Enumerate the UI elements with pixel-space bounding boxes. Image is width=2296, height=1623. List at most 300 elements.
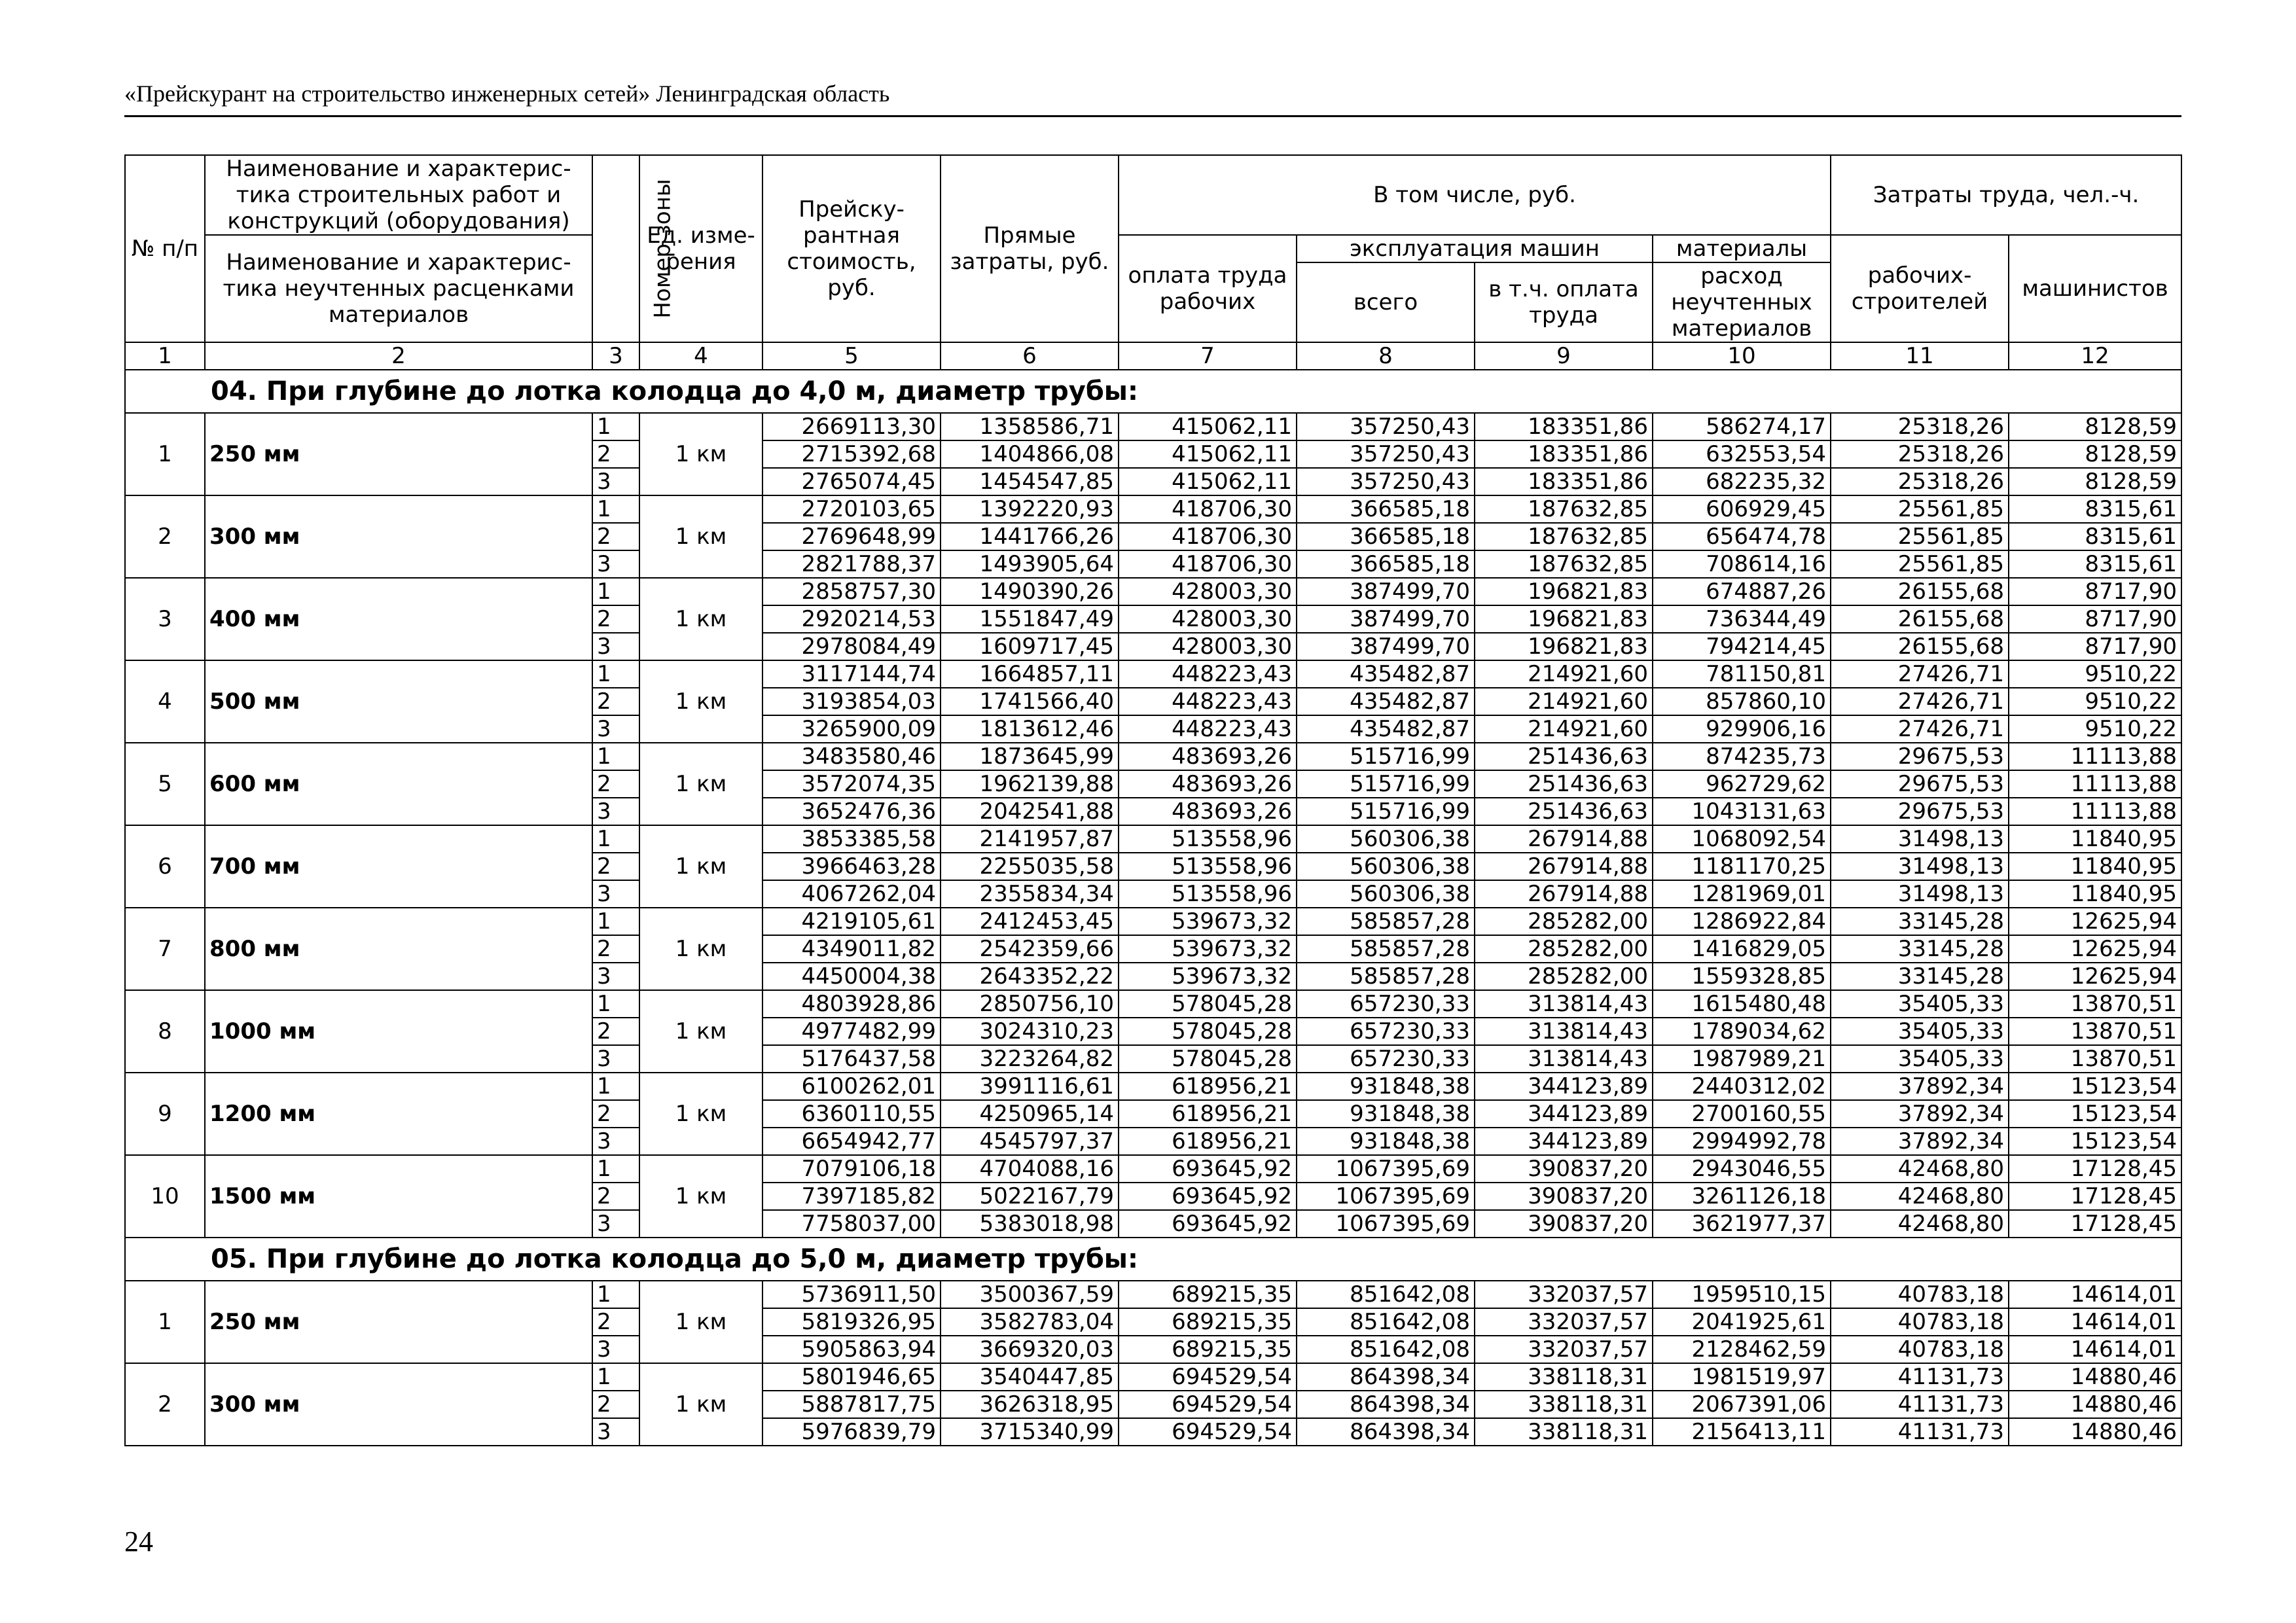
value-cell: 515716,99	[1297, 743, 1475, 770]
value-cell: 25318,26	[1831, 413, 2009, 440]
column-number: 9	[1475, 342, 1653, 370]
header-machines: эксплуатация машин	[1297, 235, 1653, 262]
unit-cell: 1 км	[639, 578, 762, 660]
value-cell: 267914,88	[1475, 880, 1653, 908]
value-cell: 196821,83	[1475, 578, 1653, 605]
value-cell: 1392220,93	[941, 495, 1119, 523]
value-cell: 313814,43	[1475, 990, 1653, 1018]
value-cell: 12625,94	[2009, 963, 2181, 990]
value-cell: 3991116,61	[941, 1073, 1119, 1100]
header-workers: рабочих-строителей	[1831, 235, 2009, 342]
zone-number: 2	[592, 1308, 639, 1336]
value-cell: 27426,71	[1831, 688, 2009, 715]
column-number: 11	[1831, 342, 2009, 370]
zone-number: 2	[592, 1183, 639, 1210]
column-number: 12	[2009, 342, 2181, 370]
value-cell: 332037,57	[1475, 1336, 1653, 1363]
value-cell: 694529,54	[1119, 1418, 1297, 1446]
zone-number: 3	[592, 468, 639, 495]
value-cell: 694529,54	[1119, 1363, 1297, 1391]
item-number: 6	[125, 825, 205, 908]
value-cell: 1664857,11	[941, 660, 1119, 688]
item-number: 4	[125, 660, 205, 743]
value-cell: 17128,45	[2009, 1183, 2181, 1210]
zone-number: 3	[592, 963, 639, 990]
value-cell: 27426,71	[1831, 715, 2009, 743]
value-cell: 267914,88	[1475, 825, 1653, 853]
item-name: 1200 мм	[205, 1073, 592, 1155]
table-row	[125, 578, 2181, 605]
zone-number: 3	[592, 880, 639, 908]
value-cell: 2067391,06	[1653, 1391, 1831, 1418]
value-cell: 448223,43	[1119, 660, 1297, 688]
value-cell: 1404866,08	[941, 440, 1119, 468]
value-cell: 9510,22	[2009, 688, 2181, 715]
value-cell: 2715392,68	[762, 440, 941, 468]
item-name: 400 мм	[205, 578, 592, 660]
value-cell: 1741566,40	[941, 688, 1119, 715]
value-cell: 560306,38	[1297, 825, 1475, 853]
value-cell: 2978084,49	[762, 633, 941, 660]
value-cell: 332037,57	[1475, 1308, 1653, 1336]
value-cell: 2943046,55	[1653, 1155, 1831, 1183]
value-cell: 40783,18	[1831, 1281, 2009, 1308]
value-cell: 4545797,37	[941, 1128, 1119, 1155]
value-cell: 415062,11	[1119, 440, 1297, 468]
value-cell: 344123,89	[1475, 1100, 1653, 1128]
value-cell: 285282,00	[1475, 963, 1653, 990]
value-cell: 3265900,09	[762, 715, 941, 743]
value-cell: 4067262,04	[762, 880, 941, 908]
value-cell: 25318,26	[1831, 440, 2009, 468]
value-cell: 2765074,45	[762, 468, 941, 495]
value-cell: 214921,60	[1475, 715, 1653, 743]
value-cell: 618956,21	[1119, 1128, 1297, 1155]
value-cell: 390837,20	[1475, 1155, 1653, 1183]
value-cell: 483693,26	[1119, 770, 1297, 798]
value-cell: 2042541,88	[941, 798, 1119, 825]
value-cell: 4250965,14	[941, 1100, 1119, 1128]
unit-cell: 1 км	[639, 1155, 762, 1238]
value-cell: 483693,26	[1119, 743, 1297, 770]
value-cell: 513558,96	[1119, 825, 1297, 853]
value-cell: 515716,99	[1297, 770, 1475, 798]
value-cell: 657230,33	[1297, 990, 1475, 1018]
page-number: 24	[124, 1525, 153, 1558]
value-cell: 1281969,01	[1653, 880, 1831, 908]
value-cell: 708614,16	[1653, 550, 1831, 578]
value-cell: 1615480,48	[1653, 990, 1831, 1018]
item-number: 9	[125, 1073, 205, 1155]
value-cell: 40783,18	[1831, 1308, 2009, 1336]
value-cell: 4450004,38	[762, 963, 941, 990]
value-cell: 13870,51	[2009, 990, 2181, 1018]
value-cell: 344123,89	[1475, 1073, 1653, 1100]
item-number: 1	[125, 1281, 205, 1363]
value-cell: 25561,85	[1831, 550, 2009, 578]
value-cell: 8315,61	[2009, 523, 2181, 550]
value-cell: 387499,70	[1297, 578, 1475, 605]
zone-number: 2	[592, 688, 639, 715]
table-row	[125, 990, 2181, 1018]
value-cell: 14880,46	[2009, 1391, 2181, 1418]
value-cell: 357250,43	[1297, 468, 1475, 495]
table-row	[125, 1281, 2181, 1308]
value-cell: 560306,38	[1297, 880, 1475, 908]
value-cell: 357250,43	[1297, 413, 1475, 440]
value-cell: 585857,28	[1297, 935, 1475, 963]
value-cell: 15123,54	[2009, 1100, 2181, 1128]
value-cell: 428003,30	[1119, 578, 1297, 605]
value-cell: 2643352,22	[941, 963, 1119, 990]
value-cell: 682235,32	[1653, 468, 1831, 495]
zone-number: 3	[592, 715, 639, 743]
value-cell: 251436,63	[1475, 770, 1653, 798]
table-body	[125, 370, 2181, 1446]
value-cell: 6360110,55	[762, 1100, 941, 1128]
value-cell: 13870,51	[2009, 1045, 2181, 1073]
value-cell: 694529,54	[1119, 1391, 1297, 1418]
value-cell: 33145,28	[1831, 963, 2009, 990]
value-cell: 33145,28	[1831, 908, 2009, 935]
value-cell: 332037,57	[1475, 1281, 1653, 1308]
zone-number: 2	[592, 523, 639, 550]
zone-number: 1	[592, 1281, 639, 1308]
value-cell: 9510,22	[2009, 660, 2181, 688]
value-cell: 4219105,61	[762, 908, 941, 935]
column-number: 2	[205, 342, 592, 370]
value-cell: 1358586,71	[941, 413, 1119, 440]
item-name: 800 мм	[205, 908, 592, 990]
value-cell: 2769648,99	[762, 523, 941, 550]
unit-cell: 1 км	[639, 1281, 762, 1363]
value-cell: 539673,32	[1119, 908, 1297, 935]
value-cell: 25561,85	[1831, 495, 2009, 523]
value-cell: 390837,20	[1475, 1210, 1653, 1238]
value-cell: 390837,20	[1475, 1183, 1653, 1210]
value-cell: 338118,31	[1475, 1391, 1653, 1418]
value-cell: 31498,13	[1831, 880, 2009, 908]
value-cell: 448223,43	[1119, 688, 1297, 715]
value-cell: 657230,33	[1297, 1045, 1475, 1073]
value-cell: 3223264,82	[941, 1045, 1119, 1073]
value-cell: 418706,30	[1119, 495, 1297, 523]
unit-cell: 1 км	[639, 413, 762, 495]
value-cell: 26155,68	[1831, 578, 2009, 605]
value-cell: 1286922,84	[1653, 908, 1831, 935]
value-cell: 8717,90	[2009, 578, 2181, 605]
value-cell: 267914,88	[1475, 853, 1653, 880]
value-cell: 4704088,16	[941, 1155, 1119, 1183]
value-cell: 17128,45	[2009, 1155, 2181, 1183]
zone-number: 1	[592, 1155, 639, 1183]
zone-number: 2	[592, 1018, 639, 1045]
value-cell: 1454547,85	[941, 468, 1119, 495]
value-cell: 1609717,45	[941, 633, 1119, 660]
value-cell: 196821,83	[1475, 633, 1653, 660]
value-cell: 1987989,21	[1653, 1045, 1831, 1073]
zone-number: 1	[592, 660, 639, 688]
value-cell: 483693,26	[1119, 798, 1297, 825]
value-cell: 857860,10	[1653, 688, 1831, 715]
value-cell: 27426,71	[1831, 660, 2009, 688]
value-cell: 448223,43	[1119, 715, 1297, 743]
table-row	[125, 495, 2181, 523]
value-cell: 13870,51	[2009, 1018, 2181, 1045]
item-number: 1	[125, 413, 205, 495]
value-cell: 5801946,65	[762, 1363, 941, 1391]
value-cell: 387499,70	[1297, 633, 1475, 660]
value-cell: 632553,54	[1653, 440, 1831, 468]
zone-number: 1	[592, 578, 639, 605]
value-cell: 415062,11	[1119, 413, 1297, 440]
value-cell: 29675,53	[1831, 798, 2009, 825]
value-cell: 7397185,82	[762, 1183, 941, 1210]
value-cell: 37892,34	[1831, 1100, 2009, 1128]
unit-cell: 1 км	[639, 1073, 762, 1155]
value-cell: 3572074,35	[762, 770, 941, 798]
zone-number: 2	[592, 935, 639, 963]
unit-cell: 1 км	[639, 743, 762, 825]
section-title: 05. При глубине до лотка колодца до 5,0 м, диаметр трубы:	[125, 1238, 2181, 1281]
price-table	[124, 154, 2182, 1446]
value-cell: 42468,80	[1831, 1183, 2009, 1210]
section-title: 04. При глубине до лотка колодца до 4,0 м, диаметр трубы:	[125, 370, 2181, 413]
value-cell: 8128,59	[2009, 468, 2181, 495]
value-cell: 285282,00	[1475, 908, 1653, 935]
value-cell: 14614,01	[2009, 1281, 2181, 1308]
value-cell: 1981519,97	[1653, 1363, 1831, 1391]
value-cell: 693645,92	[1119, 1155, 1297, 1183]
value-cell: 5383018,98	[941, 1210, 1119, 1238]
item-name: 1000 мм	[205, 990, 592, 1073]
value-cell: 5887817,75	[762, 1391, 941, 1418]
value-cell: 14614,01	[2009, 1336, 2181, 1363]
value-cell: 560306,38	[1297, 853, 1475, 880]
value-cell: 196821,83	[1475, 605, 1653, 633]
column-number: 7	[1119, 342, 1297, 370]
value-cell: 4977482,99	[762, 1018, 941, 1045]
value-cell: 435482,87	[1297, 660, 1475, 688]
section-row	[125, 370, 2181, 413]
value-cell: 2156413,11	[1653, 1418, 1831, 1446]
item-number: 8	[125, 990, 205, 1073]
header-labor-costs: Затраты труда, чел.-ч.	[1831, 155, 2181, 235]
table-row	[125, 743, 2181, 770]
value-cell: 29675,53	[1831, 743, 2009, 770]
value-cell: 1181170,25	[1653, 853, 1831, 880]
value-cell: 387499,70	[1297, 605, 1475, 633]
item-name: 300 мм	[205, 1363, 592, 1446]
value-cell: 214921,60	[1475, 688, 1653, 715]
value-cell: 689215,35	[1119, 1281, 1297, 1308]
value-cell: 736344,49	[1653, 605, 1831, 633]
value-cell: 1551847,49	[941, 605, 1119, 633]
header-unit: Ед. изме-рения	[639, 155, 762, 342]
value-cell: 5976839,79	[762, 1418, 941, 1446]
value-cell: 183351,86	[1475, 440, 1653, 468]
header-labor-pay: оплата труда рабочих	[1119, 235, 1297, 342]
value-cell: 7758037,00	[762, 1210, 941, 1238]
value-cell: 962729,62	[1653, 770, 1831, 798]
header-materials-unaccounted: расход неучтенных материалов	[1653, 262, 1831, 342]
section-row	[125, 1238, 2181, 1281]
value-cell: 674887,26	[1653, 578, 1831, 605]
value-cell: 3024310,23	[941, 1018, 1119, 1045]
value-cell: 33145,28	[1831, 935, 2009, 963]
value-cell: 3261126,18	[1653, 1183, 1831, 1210]
value-cell: 11113,88	[2009, 770, 2181, 798]
value-cell: 606929,45	[1653, 495, 1831, 523]
value-cell: 2994992,78	[1653, 1128, 1831, 1155]
value-cell: 7079106,18	[762, 1155, 941, 1183]
zone-number: 3	[592, 1418, 639, 1446]
value-cell: 689215,35	[1119, 1308, 1297, 1336]
table-row	[125, 908, 2181, 935]
value-cell: 539673,32	[1119, 963, 1297, 990]
header-pp: № п/п	[125, 155, 205, 342]
value-cell: 11840,95	[2009, 853, 2181, 880]
zone-number: 3	[592, 550, 639, 578]
value-cell: 338118,31	[1475, 1418, 1653, 1446]
zone-number: 1	[592, 825, 639, 853]
value-cell: 11840,95	[2009, 825, 2181, 853]
value-cell: 187632,85	[1475, 550, 1653, 578]
value-cell: 428003,30	[1119, 605, 1297, 633]
unit-cell: 1 км	[639, 908, 762, 990]
value-cell: 3853385,58	[762, 825, 941, 853]
item-number: 7	[125, 908, 205, 990]
value-cell: 2542359,66	[941, 935, 1119, 963]
column-number: 3	[592, 342, 639, 370]
value-cell: 187632,85	[1475, 495, 1653, 523]
value-cell: 366585,18	[1297, 550, 1475, 578]
item-number: 3	[125, 578, 205, 660]
value-cell: 5022167,79	[941, 1183, 1119, 1210]
header-rule	[124, 115, 2181, 117]
value-cell: 618956,21	[1119, 1073, 1297, 1100]
item-number: 10	[125, 1155, 205, 1238]
value-cell: 8717,90	[2009, 633, 2181, 660]
value-cell: 35405,33	[1831, 1018, 2009, 1045]
value-cell: 864398,34	[1297, 1391, 1475, 1418]
value-cell: 781150,81	[1653, 660, 1831, 688]
value-cell: 26155,68	[1831, 633, 2009, 660]
value-cell: 1490390,26	[941, 578, 1119, 605]
value-cell: 11113,88	[2009, 798, 2181, 825]
column-number-row	[125, 342, 2181, 370]
value-cell: 42468,80	[1831, 1210, 2009, 1238]
value-cell: 214921,60	[1475, 660, 1653, 688]
value-cell: 1959510,15	[1653, 1281, 1831, 1308]
zone-number: 3	[592, 1336, 639, 1363]
column-number: 6	[941, 342, 1119, 370]
value-cell: 3483580,46	[762, 743, 941, 770]
value-cell: 15123,54	[2009, 1073, 2181, 1100]
value-cell: 25561,85	[1831, 523, 2009, 550]
value-cell: 5819326,95	[762, 1308, 941, 1336]
value-cell: 35405,33	[1831, 1045, 2009, 1073]
value-cell: 1416829,05	[1653, 935, 1831, 963]
value-cell: 618956,21	[1119, 1100, 1297, 1128]
table-row	[125, 1155, 2181, 1183]
unit-cell: 1 км	[639, 1363, 762, 1446]
value-cell: 25318,26	[1831, 468, 2009, 495]
value-cell: 2412453,45	[941, 908, 1119, 935]
zone-number: 3	[592, 633, 639, 660]
column-number: 5	[762, 342, 941, 370]
value-cell: 418706,30	[1119, 550, 1297, 578]
value-cell: 3966463,28	[762, 853, 941, 880]
value-cell: 8315,61	[2009, 550, 2181, 578]
value-cell: 357250,43	[1297, 440, 1475, 468]
zone-number: 3	[592, 798, 639, 825]
value-cell: 187632,85	[1475, 523, 1653, 550]
value-cell: 313814,43	[1475, 1018, 1653, 1045]
table-row	[125, 413, 2181, 440]
value-cell: 1789034,62	[1653, 1018, 1831, 1045]
zone-number: 1	[592, 495, 639, 523]
zone-number: 2	[592, 1100, 639, 1128]
value-cell: 251436,63	[1475, 743, 1653, 770]
value-cell: 586274,17	[1653, 413, 1831, 440]
value-cell: 2669113,30	[762, 413, 941, 440]
value-cell: 539673,32	[1119, 935, 1297, 963]
zone-number: 1	[592, 1363, 639, 1391]
item-number: 2	[125, 495, 205, 578]
column-number: 8	[1297, 342, 1475, 370]
item-name: 700 мм	[205, 825, 592, 908]
value-cell: 513558,96	[1119, 853, 1297, 880]
value-cell: 15123,54	[2009, 1128, 2181, 1155]
value-cell: 41131,73	[1831, 1418, 2009, 1446]
table-row	[125, 1073, 2181, 1100]
value-cell: 8717,90	[2009, 605, 2181, 633]
value-cell: 1067395,69	[1297, 1155, 1475, 1183]
value-cell: 183351,86	[1475, 468, 1653, 495]
header-including: В том числе, руб.	[1119, 155, 1831, 235]
value-cell: 931848,38	[1297, 1073, 1475, 1100]
value-cell: 37892,34	[1831, 1128, 2009, 1155]
value-cell: 2128462,59	[1653, 1336, 1831, 1363]
value-cell: 4349011,82	[762, 935, 941, 963]
value-cell: 11113,88	[2009, 743, 2181, 770]
zone-number: 2	[592, 605, 639, 633]
value-cell: 578045,28	[1119, 1018, 1297, 1045]
value-cell: 338118,31	[1475, 1363, 1653, 1391]
value-cell: 3193854,03	[762, 688, 941, 715]
zone-number: 1	[592, 743, 639, 770]
value-cell: 794214,45	[1653, 633, 1831, 660]
table-row	[125, 1363, 2181, 1391]
value-cell: 344123,89	[1475, 1128, 1653, 1155]
value-cell: 37892,34	[1831, 1073, 2009, 1100]
table-row	[125, 660, 2181, 688]
value-cell: 656474,78	[1653, 523, 1831, 550]
value-cell: 8128,59	[2009, 440, 2181, 468]
value-cell: 29675,53	[1831, 770, 2009, 798]
value-cell: 864398,34	[1297, 1363, 1475, 1391]
value-cell: 418706,30	[1119, 523, 1297, 550]
value-cell: 1068092,54	[1653, 825, 1831, 853]
value-cell: 851642,08	[1297, 1281, 1475, 1308]
value-cell: 1441766,26	[941, 523, 1119, 550]
header-machines-labor: в т.ч. оплата труда	[1475, 262, 1653, 342]
value-cell: 1043131,63	[1653, 798, 1831, 825]
header-operators: машинистов	[2009, 235, 2181, 342]
value-cell: 313814,43	[1475, 1045, 1653, 1073]
zone-number: 2	[592, 853, 639, 880]
